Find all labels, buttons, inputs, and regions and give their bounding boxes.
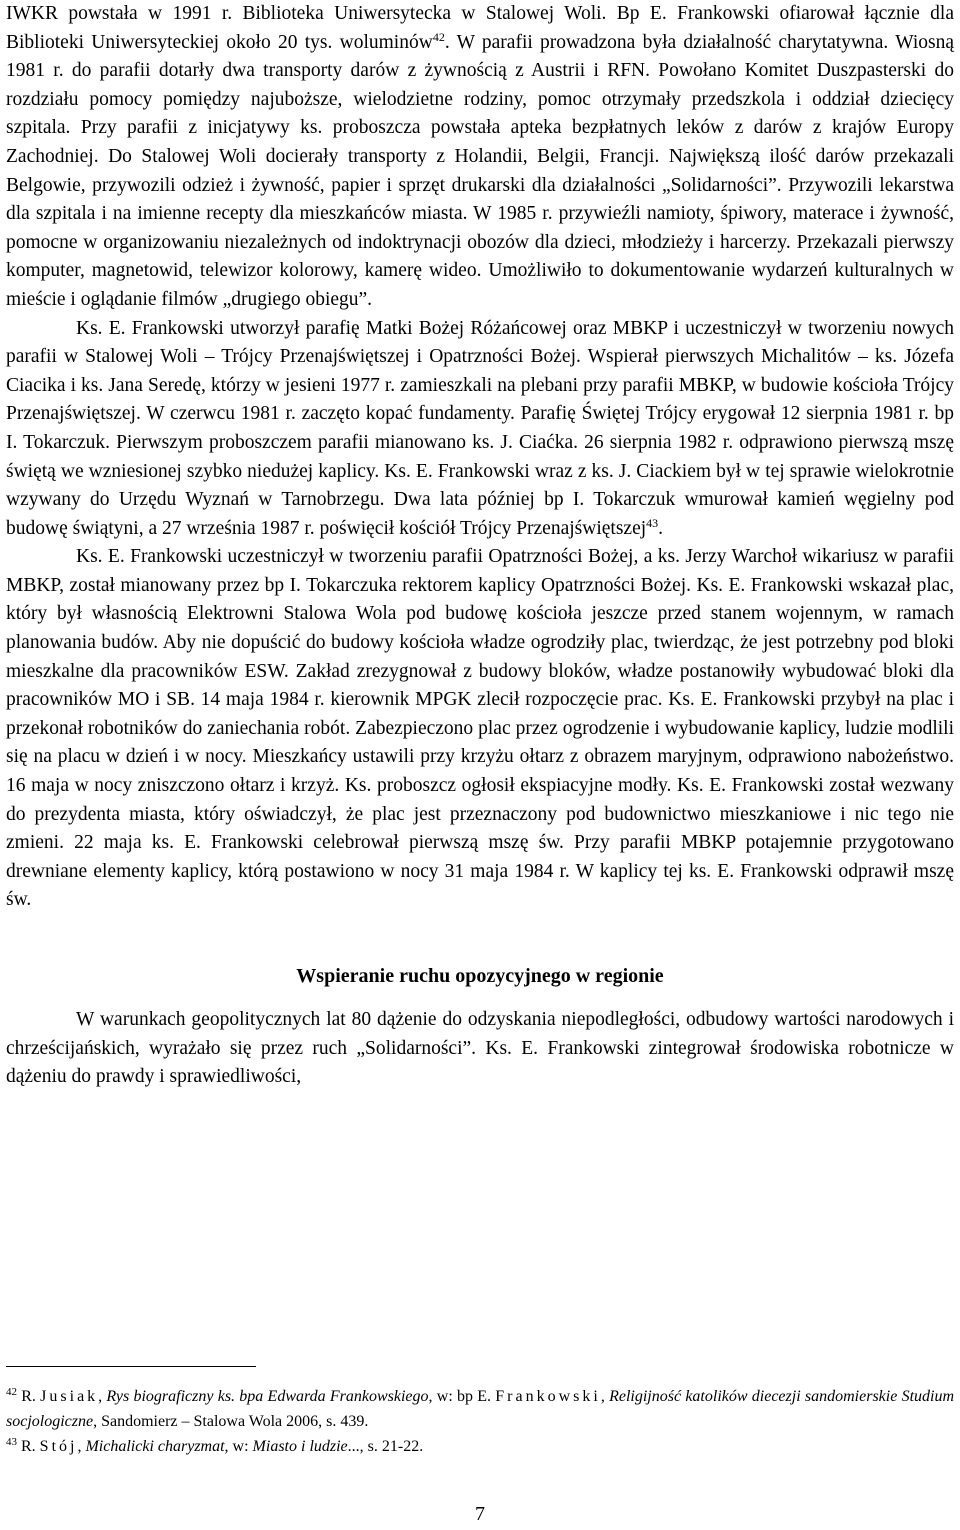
footnote-title: Religijność katolików diecezji sandomierskie Studium socjologiczne <box>6 1388 955 1430</box>
paragraph <box>6 0 954 315</box>
document-page <box>6 0 955 1455</box>
footnote <box>6 1384 954 1434</box>
footnote-text: , <box>600 1388 610 1405</box>
footnote-number: 43 <box>6 1436 17 1448</box>
footnotes <box>6 1384 954 1459</box>
section-paragraph: W warunkach geopolitycznych lat 80 dążenie do odzyskania niepodległości, odbudowy wartości narodowych i chrześcijańskich, wyrażało się przez ruch „Solidarności”. Ks. E. Frankowski zintegrował środowiska robotnicze w dążeniu do prawdy i sprawiedliwości, <box>6 1009 954 1088</box>
footnote-text: ..., s. 21-22. <box>347 1438 424 1455</box>
paragraph <box>6 315 954 544</box>
body-text <box>6 0 954 915</box>
footnote-author: Frankowski <box>495 1388 601 1405</box>
footnote-text: , w: bp E. <box>428 1388 496 1405</box>
footnote-separator <box>6 1366 256 1367</box>
footnote-text: , w: <box>224 1438 253 1455</box>
footnote-text: , <box>98 1388 107 1405</box>
paragraph <box>6 543 954 915</box>
footnote-text: R. <box>17 1438 40 1455</box>
text-segment: . <box>658 517 664 539</box>
footnote-title: Michalicki charyzmat <box>85 1438 225 1455</box>
footnote-text: R. <box>17 1388 41 1405</box>
footnote-text: , Sandomierz – Stalowa Wola 2006, s. 439. <box>93 1413 369 1430</box>
page-number: 7 <box>475 1503 485 1525</box>
footnote <box>6 1434 954 1459</box>
footnote-author: Jusiak <box>40 1388 99 1405</box>
footnote-reference: 43 <box>646 515 659 530</box>
text-segment: . W parafii prowadzona była działalność charytatywna. Wiosną 1981 r. do parafii dotarły dwa transporty darów z żywnością z Austrii i RFN. Powołano Komitet Duszpasterski do rozdziału pomocy pomiędzy najuboższe, wielodzietne rodziny, pomoc otrzymały przedszkola i oddział dziecięcy szpitala. Przy parafii z inicjatywy ks. proboszcza powstała apteka bezpłatnych leków z darów z krajów Europy Zachodniej. Do Stalowej Woli docierały transporty z Holandii, Belgii, Francji. Największą ilość darów przekazali Belgowie, przywozili odzież i żywność, papier i sprzęt drukarski dla działalności „Solidarności”. Przywozili lekarstwa dla szpitala i na imienne recepty dla mieszkańców miasta. W 1985 r. przywieźli namioty, śpiwory, materace i żywność, pomocne w organizowaniu niezależnych od indoktrynacji obozów dla dzieci, młodzieży i harcerzy. Przekazali pierwszy komputer, magnetowid, telewizor kolorowy, kamerę wideo. Umożliwiło to dokumentowanie wydarzeń kulturalnych w mieście i oglądanie filmów „drugiego obiegu”. <box>6 31 955 310</box>
section-heading: Wspieranie ruchu opozycyjnego w regionie <box>296 965 664 987</box>
text-segment: Ks. E. Frankowski uczestniczył w tworzeniu parafii Opatrzności Bożej, a ks. Jerzy Warchoł wikariusz w parafii MBKP, został mianowany przez bp I. Tokarczuka rektorem kaplicy Opatrzności Bożej. Ks. E. Frankowski wskazał plac, który był własnością Elektrowni Stalowa Wola pod budowę kościoła jeszcze przed stanem wojennym, w ramach planowania budów. Aby nie dopuścić do budowy kościoła władze ogrodziły plac, twierdząc, że jest potrzebny pod bloki mieszkalne dla pracowników ESW. Zakład zrezygnował z budowy bloków, władze postanowiły wybudować bloki dla pracowników MO i SB. 14 maja 1984 r. kierownik MPGK zlecił rozpoczęcie prac. Ks. E. Frankowski przybył na plac i przekonał robotników do zaniechania robót. Zabezpieczono plac przez ogrodzenie i wybudowanie kaplicy, ludzie modlili się na placu w dzień i w nocy. Mieszkańcy ustawili przy krzyżu ołtarz z obrazem maryjnym, odprawiono nabożeństwo. 16 maja w nocy zniszczono ołtarz i krzyż. Ks. proboszcz ogłosił ekspiacyjne modły. Ks. E. Frankowski został wezwany do prezydenta miasta, który oświadczył, że plac jest przeznaczony pod budownictwo mieszkaniowe i nic tego nie zmieni. 22 maja ks. E. Frankowski celebrował pierwszą mszę św. Przy parafii MBKP potajemnie przygotowano drewniane elementy kaplicy, którą postawiono w nocy 31 maja 1984 r. W kaplicy tej ks. E. Frankowski odprawił mszę św. <box>6 546 954 911</box>
footnote-author: Stój <box>39 1438 78 1455</box>
text-segment: IWKR powstała w 1991 r. Biblioteka Uniwersytecka w Stalowej Woli. Bp E. Frankowski ofiarował łącznie dla Biblioteki Uniwersyteckiej około 20 tys. woluminów <box>6 3 954 53</box>
footnote-title: Rys biograficzny ks. bpa Edwarda Frankowskiego <box>106 1388 429 1405</box>
footnote-title: Miasto i ludzie <box>252 1438 348 1455</box>
footnote-reference: 42 <box>432 29 445 44</box>
text-segment: Ks. E. Frankowski utworzył parafię Matki Bożej Różańcowej oraz MBKP i uczestniczył w tworzeniu nowych parafii w Stalowej Woli – Trójcy Przenajświętszej i Opatrzności Bożej. Wspierał pierwszych Michalitów – ks. Józefa Ciacika i ks. Jana Seredę, którzy w jesieni 1977 r. zamieszkali na plebani przy parafii MBKP, w budowie kościoła Trójcy Przenajświętszej. W czerwcu 1981 r. zaczęto kopać fundamenty. Parafię Świętej Trójcy erygował 12 sierpnia 1981 r. bp I. Tokarczuk. Pierwszym proboszczem parafii mianowano ks. J. Ciaćka. 26 sierpnia 1982 r. odprawiono pierwszą mszę świętą we wzniesionej szybko niedużej kaplicy. Ks. E. Frankowski wraz z ks. J. Ciackiem był w tej sprawie wielokrotnie wzywany do Urzędu Wyznań w Tarnobrzegu. Dwa lata później bp I. Tokarczuk wmurował kamień węgielny pod budowę świątyni, a 27 września 1987 r. poświęcił kościół Trójcy Przenajświętszej <box>6 317 954 539</box>
footnote-number: 42 <box>6 1386 17 1398</box>
footnote-text: , <box>77 1438 86 1455</box>
